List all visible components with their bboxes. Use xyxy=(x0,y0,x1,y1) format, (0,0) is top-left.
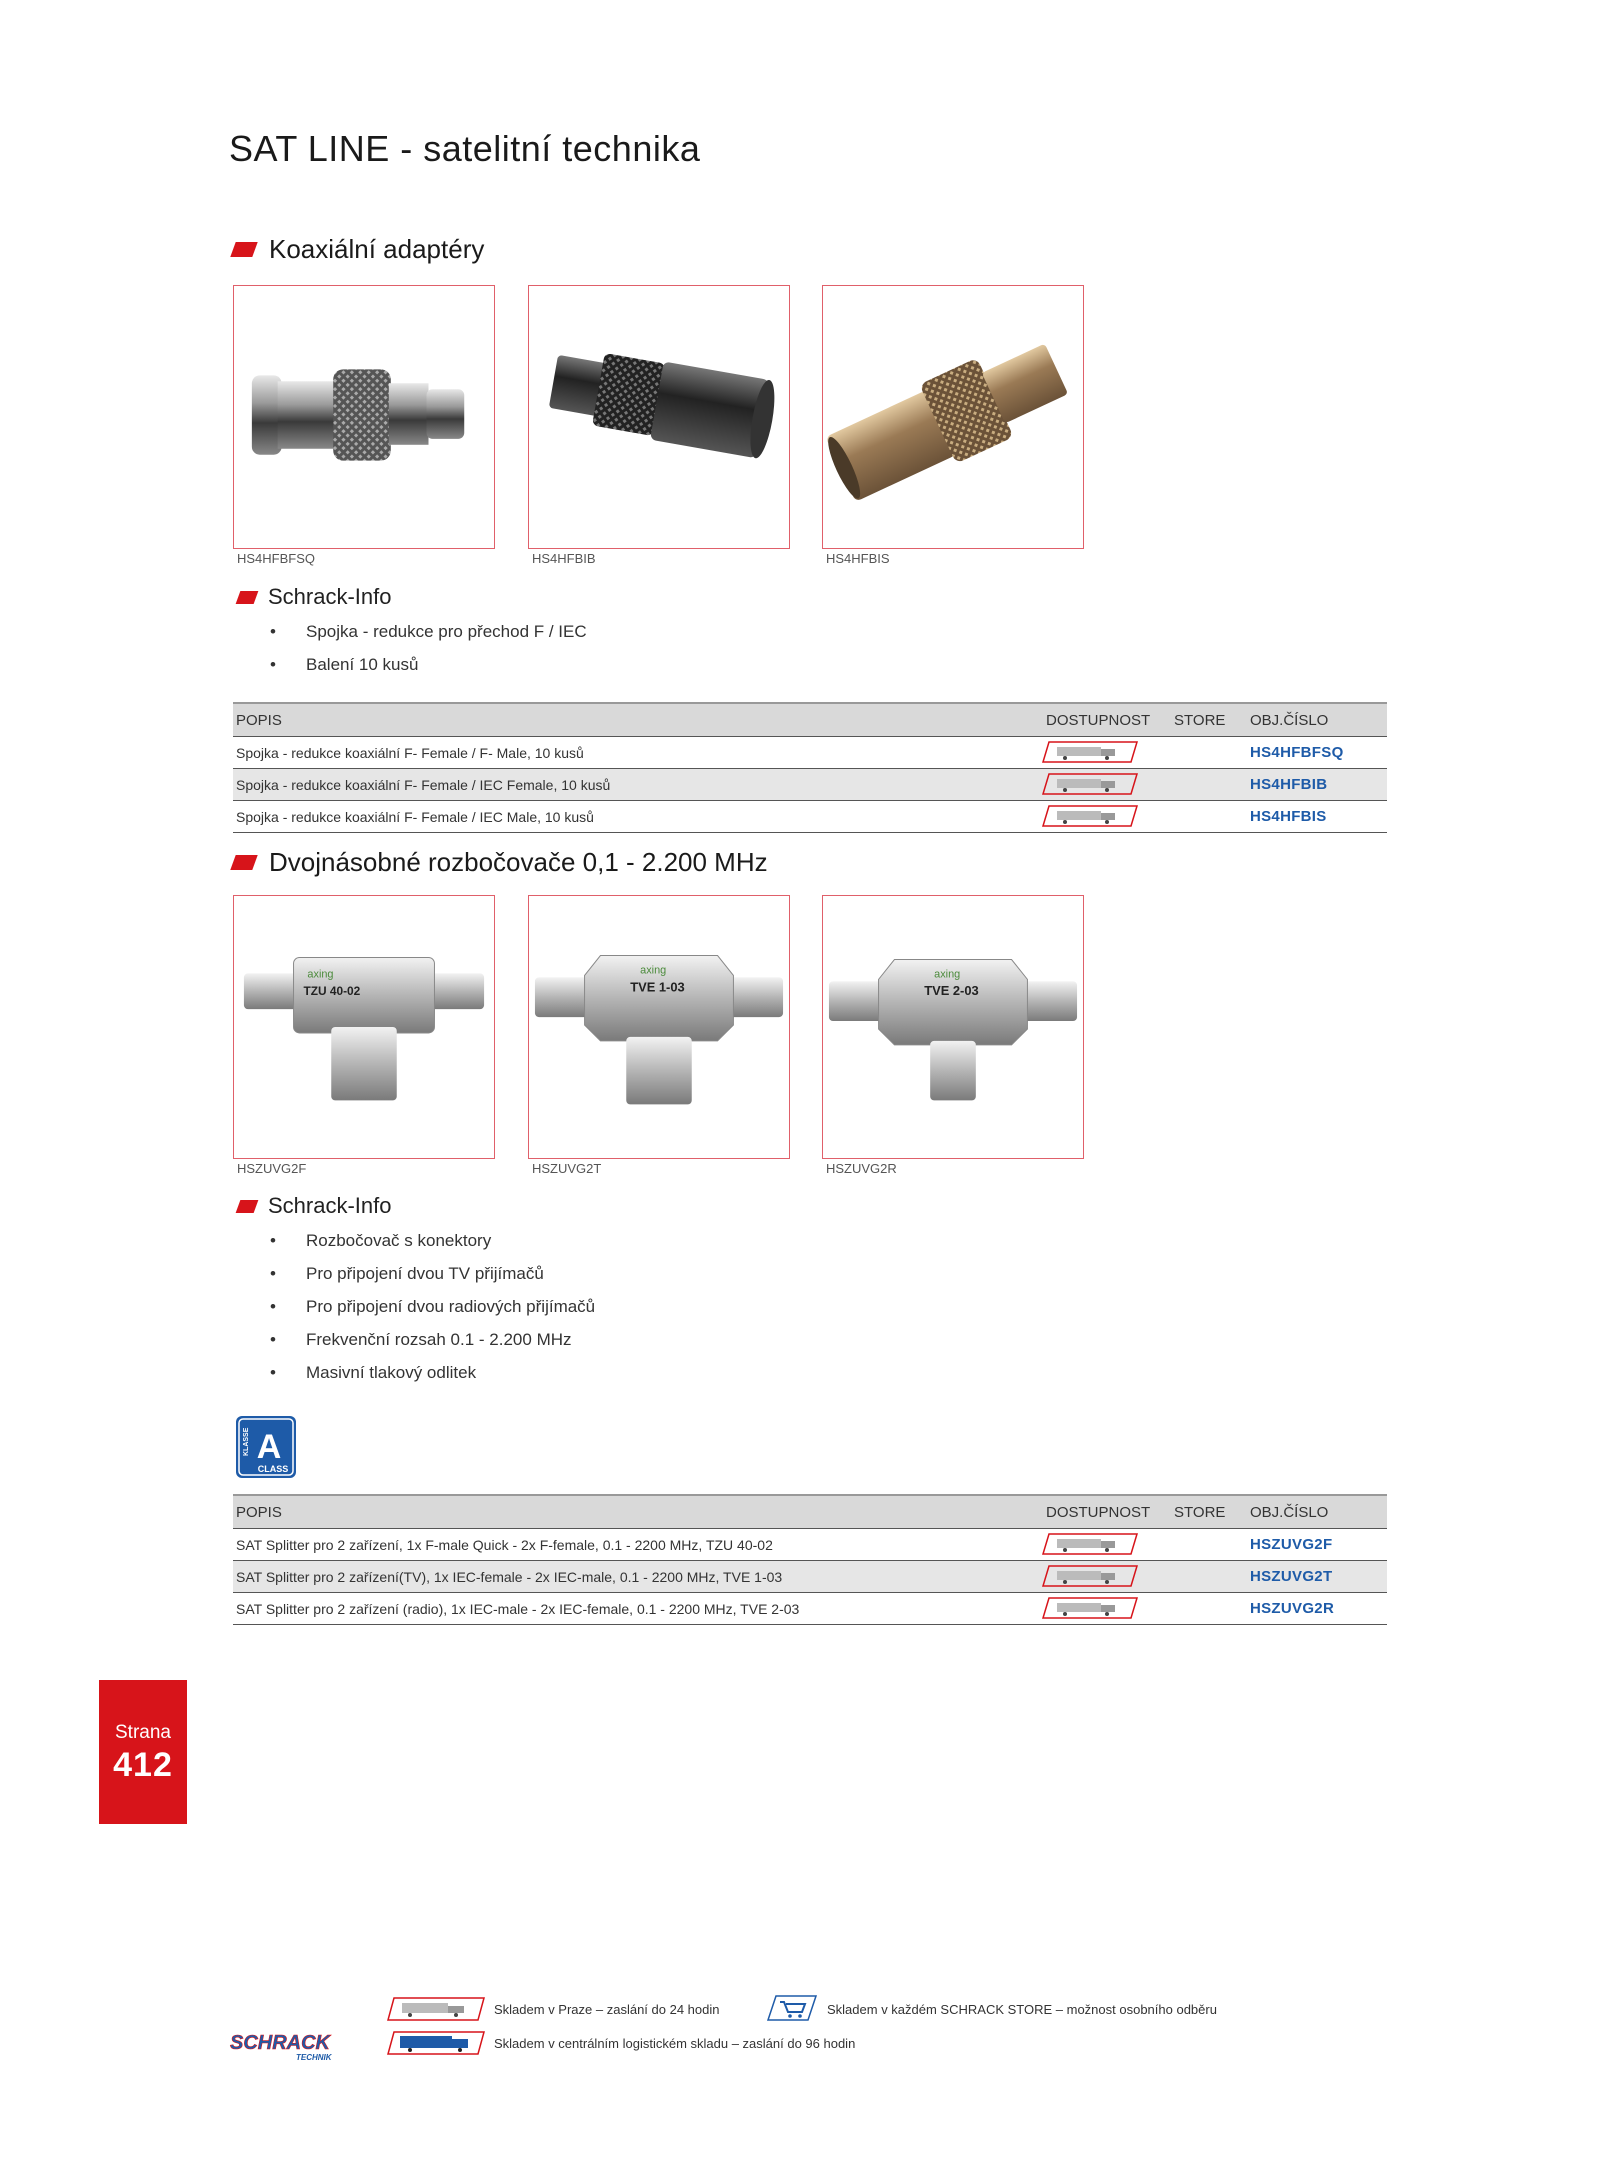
product-table-splitters xyxy=(233,1494,1387,1625)
info-bullet-list xyxy=(270,622,587,688)
product-image-hs4hfbis[interactable] xyxy=(822,285,1084,549)
schrack-logo xyxy=(226,2029,350,2063)
order-code-link[interactable]: HSZUVG2F xyxy=(1250,1536,1333,1553)
truck-availability-icon xyxy=(1041,804,1139,828)
image-code: HSZUVG2F xyxy=(237,1161,307,1176)
section-heading-text: Koaxiální adaptéry xyxy=(269,234,485,264)
order-code-link[interactable]: HS4HFBIB xyxy=(1250,776,1328,793)
section-marker-icon xyxy=(230,855,257,870)
table-row[interactable] xyxy=(233,801,1387,833)
tve1-splitter-image xyxy=(529,896,789,1158)
table-header xyxy=(233,1494,1387,1528)
truck-availability-icon xyxy=(1041,740,1139,764)
info-bullet-list xyxy=(270,1231,595,1396)
truck-availability-icon xyxy=(1041,1532,1139,1556)
table-row[interactable] xyxy=(233,736,1387,769)
section-heading-adapters xyxy=(233,234,484,265)
model-label: TZU 40-02 xyxy=(303,984,361,999)
legend-praha: Skladem v Praze – zaslání do 24 hodin xyxy=(494,2002,720,2017)
tzu-splitter-image xyxy=(234,896,494,1158)
table-row[interactable] xyxy=(233,1528,1387,1561)
info-heading-text: Schrack-Info xyxy=(268,584,392,609)
model-label: TVE 1-03 xyxy=(630,979,685,995)
row-description: SAT Splitter pro 2 zařízení(TV), 1x IEC-female - 2x IEC-male, 0.1 - 2200 MHz, TVE 1-03 xyxy=(236,1569,783,1585)
badge-bottom-text: CLASS xyxy=(257,1464,289,1474)
col-header-obj: OBJ.ČÍSLO xyxy=(1250,1504,1329,1521)
row-description: SAT Splitter pro 2 zařízení (radio), 1x IEC-male - 2x IEC-female, 0.1 - 2200 MHz, TVE 2-03 xyxy=(236,1601,800,1617)
image-code: HSZUVG2T xyxy=(532,1161,602,1176)
schrack-info-heading xyxy=(238,584,392,610)
truck-availability-icon xyxy=(1041,1596,1139,1620)
page-number-tab xyxy=(99,1680,187,1824)
badge-top-text: KLASSE xyxy=(243,1427,250,1456)
list-item: • Pro připojení dvou TV přijímačů xyxy=(270,1264,595,1297)
image-code: HS4HFBIB xyxy=(532,551,596,566)
f-adapter-chrome-image xyxy=(234,286,494,548)
truck-availability-icon xyxy=(1041,772,1139,796)
brand-label: axing xyxy=(640,964,667,977)
svg-text:TECHNIK: TECHNIK xyxy=(296,2053,332,2062)
col-header-store: STORE xyxy=(1174,712,1226,729)
col-header-store: STORE xyxy=(1174,1504,1226,1521)
row-description: SAT Splitter pro 2 zařízení, 1x F-male Quick - 2x F-female, 0.1 - 2200 MHz, TZU 40-02 xyxy=(236,1537,773,1553)
table-row[interactable] xyxy=(233,769,1387,801)
order-code-link[interactable]: HS4HFBIS xyxy=(1250,808,1327,825)
iec-female-adapter-image xyxy=(529,286,789,548)
list-item: • Pro připojení dvou radiových přijímačů xyxy=(270,1297,595,1330)
image-code: HS4HFBIS xyxy=(826,551,890,566)
section-heading-text: Dvojnásobné rozbočovače 0,1 - 2.200 MHz xyxy=(269,847,768,877)
product-image-hs4hfbfsq[interactable] xyxy=(233,285,495,549)
table-header xyxy=(233,702,1387,736)
tve2-splitter-image xyxy=(823,896,1083,1158)
svg-text:SCHRACK: SCHRACK xyxy=(230,2032,330,2054)
list-item: • Frekvenční rozsah 0.1 - 2.200 MHz xyxy=(270,1330,595,1363)
col-header-popis: POPIS xyxy=(236,1504,282,1521)
info-marker-icon xyxy=(236,1200,259,1213)
col-header-dostupnost: DOSTUPNOST xyxy=(1046,712,1151,729)
order-code-link[interactable]: HSZUVG2R xyxy=(1250,1600,1335,1617)
truck-availability-icon xyxy=(1041,1564,1139,1588)
badge-letter: A xyxy=(256,1428,282,1466)
product-image-hszuvg2t[interactable] xyxy=(528,895,790,1159)
row-description: Spojka - redukce koaxiální F- Female / F- Male, 10 kusů xyxy=(236,745,584,761)
brand-label: axing xyxy=(307,968,334,981)
legend-store: Skladem v každém SCHRACK STORE – možnost osobního odběru xyxy=(827,2002,1217,2017)
order-code-link[interactable]: HS4HFBFSQ xyxy=(1250,744,1344,761)
page-title: SAT LINE - satelitní technika xyxy=(229,128,701,169)
iec-male-adapter-image xyxy=(823,286,1083,548)
brand-label: axing xyxy=(934,968,961,981)
row-description: Spojka - redukce koaxiální F- Female / IEC Male, 10 kusů xyxy=(236,809,594,825)
product-image-hszuvg2r[interactable] xyxy=(822,895,1084,1159)
info-marker-icon xyxy=(236,591,259,604)
list-item: • Masivní tlakový odlitek xyxy=(270,1363,595,1396)
list-item: • Rozbočovač s konektory xyxy=(270,1231,595,1264)
page-label: Strana xyxy=(115,1722,171,1743)
col-header-dostupnost: DOSTUPNOST xyxy=(1046,1504,1151,1521)
schrack-info-heading xyxy=(238,1193,392,1219)
store-cart-icon xyxy=(766,1994,818,2022)
col-header-obj: OBJ.ČÍSLO xyxy=(1250,712,1329,729)
col-header-popis: POPIS xyxy=(236,712,282,729)
order-code-link[interactable]: HSZUVG2T xyxy=(1250,1568,1333,1585)
model-label: TVE 2-03 xyxy=(924,983,979,999)
page-number: 412 xyxy=(113,1746,173,1784)
product-image-hs4hfbib[interactable] xyxy=(528,285,790,549)
product-image-hszuvg2f[interactable] xyxy=(233,895,495,1159)
info-heading-text: Schrack-Info xyxy=(268,1193,392,1218)
image-code: HS4HFBFSQ xyxy=(237,551,316,566)
product-table-adapters xyxy=(233,702,1387,833)
praha-truck-icon xyxy=(386,1996,486,2022)
table-row[interactable] xyxy=(233,1593,1387,1625)
legend-central: Skladem v centrálním logistickém skladu – zaslání do 96 hodin xyxy=(494,2036,856,2051)
klasse-a-badge-icon xyxy=(236,1416,296,1478)
table-row[interactable] xyxy=(233,1561,1387,1593)
section-heading-splitters xyxy=(233,847,768,878)
list-item: • Balení 10 kusů xyxy=(270,655,587,688)
central-truck-icon xyxy=(386,2030,486,2056)
list-item: • Spojka - redukce pro přechod F / IEC xyxy=(270,622,587,655)
image-code: HSZUVG2R xyxy=(826,1161,897,1176)
row-description: Spojka - redukce koaxiální F- Female / IEC Female, 10 kusů xyxy=(236,777,611,793)
section-marker-icon xyxy=(230,242,257,257)
